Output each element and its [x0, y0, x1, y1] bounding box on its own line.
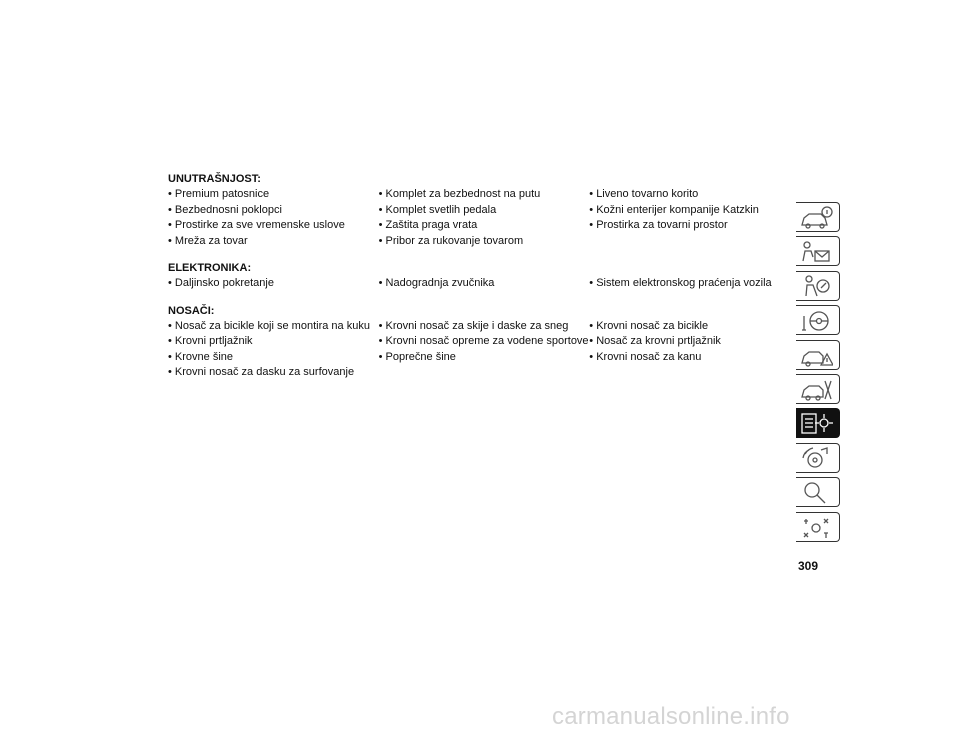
- list-item: • Kožni enterijer kompanije Katzkin: [589, 203, 759, 216]
- list-row: [168, 319, 788, 335]
- tab-safety[interactable]: [796, 236, 840, 266]
- list-item: • Daljinsko pokretanje: [168, 277, 274, 289]
- list-row: [168, 334, 788, 350]
- tab-emergency[interactable]: [796, 340, 840, 370]
- list-item: [589, 365, 788, 381]
- list-item: [589, 234, 788, 250]
- list-item: • Sistem elektronskog praćenja vozila: [589, 277, 772, 289]
- list-item: • Premium patosnice: [168, 188, 270, 200]
- steering-wheel-icon: [799, 308, 833, 333]
- section-heading: UNUTRAŠNJOST:: [168, 173, 261, 185]
- seat-airbag-icon: [799, 274, 833, 299]
- tab-multimedia[interactable]: [796, 443, 840, 473]
- tab-languages[interactable]: [796, 512, 840, 542]
- section-carriers: [168, 304, 788, 381]
- list-item: • Komplet svetlih pedala: [378, 203, 497, 216]
- list-row: [168, 350, 788, 366]
- list-row: [168, 365, 788, 381]
- list-row: [168, 187, 788, 203]
- list-item: • Krovni nosač za skije i daske za sneg: [378, 319, 569, 332]
- languages-icon: [799, 515, 833, 540]
- car-info-icon: [799, 205, 833, 230]
- list-row: [168, 203, 788, 219]
- list-item: • Nadogradnja zvučnika: [378, 277, 495, 289]
- list-item: • Poprečne šine: [378, 350, 456, 363]
- tab-service[interactable]: [796, 374, 840, 404]
- chapter-tabs: [796, 202, 842, 546]
- section-electronics: [168, 261, 788, 292]
- list-item: • Liveno tovarno korito: [589, 188, 699, 200]
- list-item: • Krovni prtljažnik: [168, 335, 253, 347]
- list-item: • Krovni nosač opreme za vodene sportove: [378, 335, 589, 347]
- tab-specifications[interactable]: [796, 408, 840, 438]
- safety-mail-icon: [799, 239, 833, 264]
- list-row: [168, 218, 788, 234]
- list-item: • Komplet za bezbednost na putu: [378, 188, 541, 200]
- list-item: • Prostirke za sve vremenske uslove: [168, 219, 345, 231]
- list-item: • Nosač za bicikle koji se montira na kuku: [168, 319, 370, 332]
- list-row: [168, 276, 788, 292]
- car-warning-icon: [799, 343, 833, 368]
- multimedia-icon: [799, 446, 833, 471]
- list-item: • Zaštita praga vrata: [378, 219, 478, 231]
- list-item: • Krovne šine: [168, 350, 233, 363]
- search-index-icon: [799, 480, 833, 505]
- list-item: [379, 365, 590, 381]
- section-heading: NOSAČI:: [168, 304, 215, 317]
- list-item: • Prostirka za tovarni prostor: [589, 219, 728, 231]
- tab-driving[interactable]: [796, 305, 840, 335]
- list-item: • Mreža za tovar: [168, 234, 248, 247]
- tab-seats[interactable]: [796, 271, 840, 301]
- page-number: 309: [798, 559, 819, 573]
- list-item: • Krovni nosač za bicikle: [589, 319, 709, 332]
- list-row: [168, 234, 788, 250]
- watermark-text: carmanualsonline.info: [552, 703, 790, 730]
- accessories-content: [168, 172, 788, 393]
- list-item: • Bezbednosni poklopci: [168, 203, 282, 216]
- list-item: • Krovni nosač za kanu: [589, 350, 702, 363]
- section-heading: ELEKTRONIKA:: [168, 262, 252, 274]
- section-interior: [168, 172, 788, 249]
- list-item: • Krovni nosač za dasku za surfovanje: [168, 366, 355, 378]
- list-item: • Pribor za rukovanje tovarom: [378, 234, 524, 247]
- tab-vehicle-info[interactable]: [796, 202, 840, 232]
- list-item: • Nosač za krovni prtljažnik: [589, 335, 721, 347]
- car-service-icon: [799, 377, 833, 402]
- specifications-gear-icon: [799, 411, 833, 436]
- tab-index[interactable]: [796, 477, 840, 507]
